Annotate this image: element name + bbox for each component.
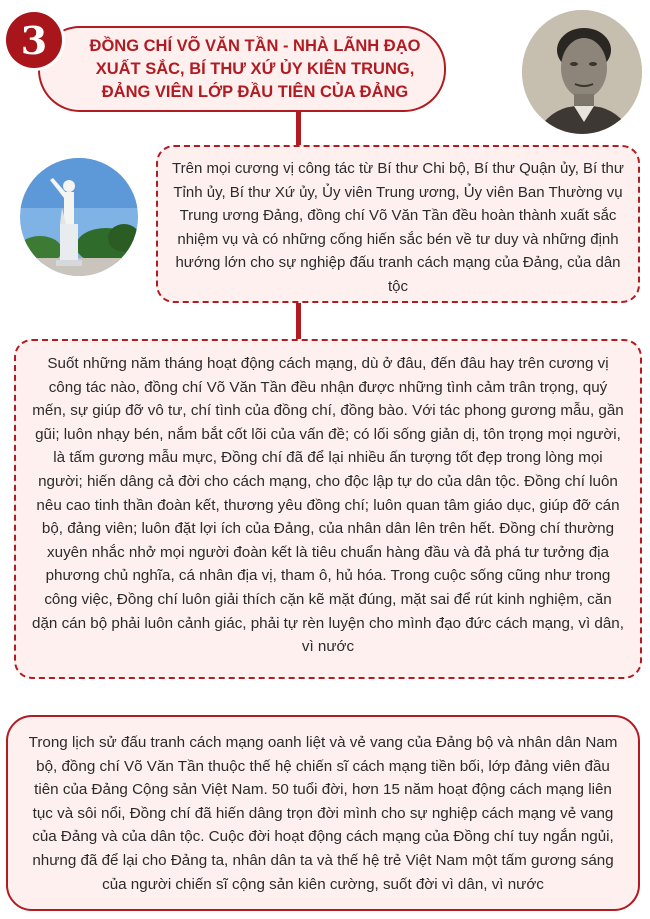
legacy-paragraph: Trong lịch sử đấu tranh cách mạng oanh liệt và vẻ vang của Đảng bộ và nhân dân Nam bộ, đồng chí Võ Văn Tần thuộc thế hệ chiến sĩ cách mạng tiền bối, lớp đảng viên đầu tiên của Đảng Cộng sản Việt Nam. 50 tuổi đời, hơn 15 năm hoạt động cách mạng liên tục và sôi nổi, Đồng chí đã hiến dâng trọn đời mình cho sự nghiệp cách mạng vẻ vang của Đảng và của dân tộc. Cuộc đời hoạt động cách mạng của Đồng chí tuy ngắn ngủi, nhưng đã để lại cho Đảng ta, nhân dân ta và thế hệ trẻ Việt Nam một tấm gương sáng của người chiến sĩ cộng sản kiên cường, suốt đời vì dân, vì nước [28, 734, 618, 893]
portrait-photo [522, 10, 642, 134]
connector-line-1 [296, 112, 301, 146]
connector-line-2 [296, 302, 301, 340]
title-banner [38, 26, 446, 112]
legacy-paragraph-box [6, 715, 640, 911]
page-title: ĐỒNG CHÍ VÕ VĂN TẦN - NHÀ LÃNH ĐẠO XUẤT SẮC, BÍ THƯ XỨ ỦY KIÊN TRUNG, ĐẢNG VIÊN LỚP ĐẦU TIÊN CỦA ĐẢNG [89, 36, 421, 101]
section-number-badge: 3 [6, 12, 62, 68]
achievement-paragraph: Trên mọi cương vị công tác từ Bí thư Chi bộ, Bí thư Quận ủy, Bí thư Tỉnh ủy, Bí thư Xứ ủy, Ủy viên Trung ương, Ủy viên Ban Thường vụ Trung ương Đảng, đồng chí Võ Văn Tần đều hoàn thành xuất sắc nhiệm vụ và có những cống hiến sắc bén về tư duy và những định hướng lớn cho sự nghiệp đấu tranh cách mạng của Đảng, của dân tộc [172, 160, 624, 295]
character-paragraph-box [14, 339, 642, 679]
monument-photo [20, 158, 138, 276]
achievement-paragraph-box [156, 145, 640, 303]
character-paragraph: Suốt những năm tháng hoạt động cách mạng, dù ở đâu, đến đâu hay trên cương vị công tác nào, đồng chí Võ Văn Tần đều nhận được những tình cảm trân trọng, quý mến, sự giúp đỡ vô tư, chí tình của đồng chí, đồng bào. Với tác phong gương mẫu, gần gũi; luôn nhạy bén, nắm bắt cốt lõi của vấn đề; có lối sống giản dị, tôn trọng mọi người, là tấm gương mẫu mực, Đồng chí đã để lại nhiều ấn tượng tốt đẹp trong lòng mọi người; hiến dâng cả đời cho cách mạng, cho độc lập tự do của dân tộc. Đồng chí luôn nêu cao tinh thần đoàn kết, thương yêu đồng chí; luôn quan tâm giáo dục, giúp đỡ cán bộ, đảng viên; luôn đặt lợi ích của Đảng, của nhân dân lên trên hết. Đồng chí thường xuyên nhắc nhở mọi người đoàn kết là tiêu chuẩn hàng đầu và đả phá tư tưởng địa phương chủ nghĩa, cá nhân địa vị, tham ô, hủ hóa. Trong cuộc sống cũng như trong công việc, Đồng chí luôn giải thích cặn kẽ mặt đúng, mặt sai để rút kinh nghiệm, căn dặn cán bộ phải luôn cảnh giác, phải tự rèn luyện cho mình đạo đức cách mạng, vì dân, vì nước [32, 355, 624, 656]
